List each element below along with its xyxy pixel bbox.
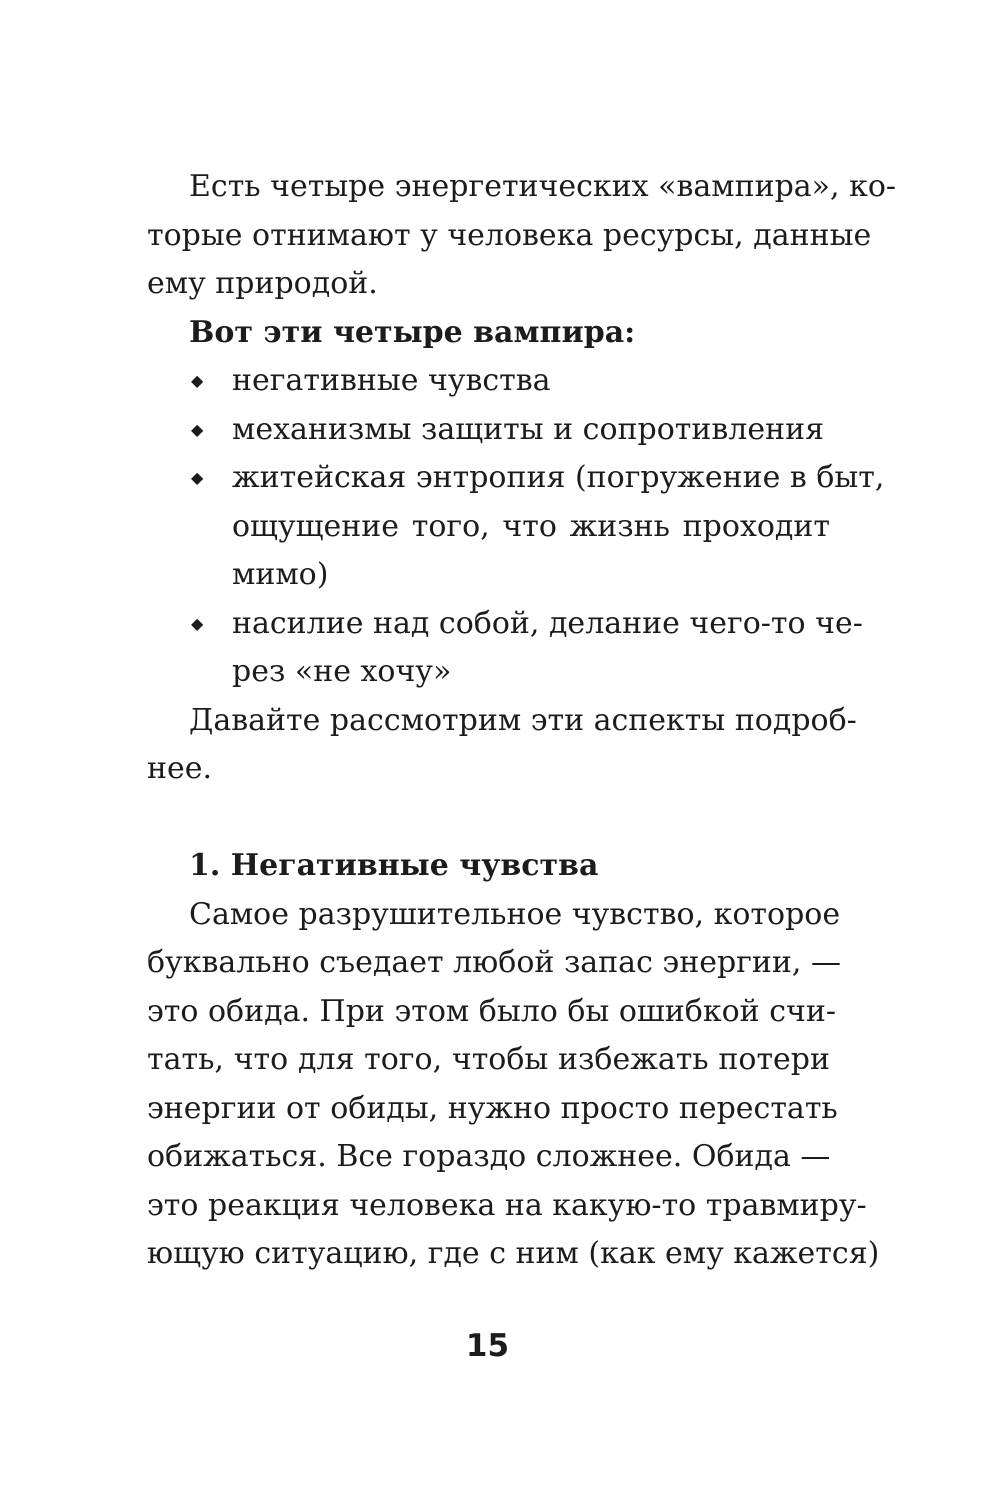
text-line: энергии от обиды, нужно просто перестать <box>147 1090 838 1126</box>
list-item-text: мимо) <box>232 557 329 592</box>
diamond-bullet-icon: ◆ <box>191 468 204 487</box>
text-line: это обида. При этом было бы ошибкой счи- <box>147 993 836 1029</box>
list-item-text: насилие над собой, делание чего-то че- <box>232 605 863 641</box>
intro-paragraph <box>147 163 897 309</box>
list-item-text: ощущение того, что жизнь проходит <box>232 508 830 544</box>
list-item-text: механизмы защиты и сопротивления <box>232 411 825 447</box>
text-line: тать, что для того, чтобы избежать потери <box>147 1042 830 1077</box>
list-item-text: негативные чувства <box>232 363 551 398</box>
list-item <box>147 454 885 600</box>
text-line: торые отнимают у человека ресурсы, данные <box>147 217 872 253</box>
text-line: Есть четыре энергетических «вампира», ко- <box>189 169 897 204</box>
list-item <box>147 406 830 455</box>
text-line: ему природой. <box>147 266 378 301</box>
section <box>147 842 880 1279</box>
text-line: это реакция человека на какую-то травмиру- <box>147 1187 867 1223</box>
text-line: ющую ситуацию, где с ним (как ему кажется) <box>147 1236 880 1271</box>
text-line: обижаться. Все гораздо сложнее. Обида — <box>147 1139 831 1174</box>
list-item-text: житейская энтропия (погружение в быт, <box>232 460 885 495</box>
page-number: 15 <box>465 1328 510 1364</box>
section-heading: 1. Негативные чувства <box>189 848 599 883</box>
bullet-list <box>147 357 885 697</box>
text-line: нее. <box>147 751 213 786</box>
diamond-bullet-icon: ◆ <box>191 613 204 633</box>
text-line: Давайте рассмотрим эти аспекты подроб- <box>189 702 857 738</box>
page-body <box>147 163 897 1279</box>
text-line: Самое разрушительное чувство, которое <box>189 896 841 932</box>
list-item <box>147 600 863 697</box>
diamond-bullet-icon: ◆ <box>191 419 204 439</box>
outro-paragraph <box>147 697 857 794</box>
list-item <box>147 357 830 406</box>
diamond-bullet-icon: ◆ <box>191 371 204 390</box>
list-item-text: рез «не хочу» <box>232 654 452 689</box>
section-gap <box>147 794 830 843</box>
list-heading: Вот эти четыре вампира: <box>189 314 636 350</box>
text-line: буквально съедает любой запас энергии, — <box>147 945 841 980</box>
